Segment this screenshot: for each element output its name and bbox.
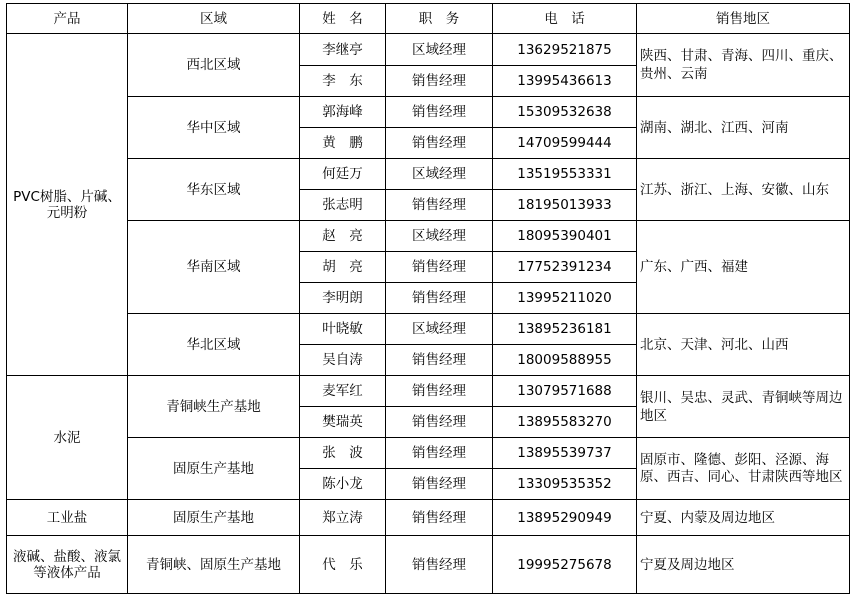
header-row	[7, 4, 850, 34]
person-name: 叶晓敏	[300, 314, 386, 345]
product-cell: 水泥	[7, 376, 128, 500]
header-name: 姓 名	[300, 4, 386, 34]
sales-area-cell: 宁夏、内蒙及周边地区	[637, 500, 850, 536]
person-phone: 18095390401	[493, 221, 637, 252]
header-product: 产品	[7, 4, 128, 34]
person-title: 销售经理	[386, 283, 493, 314]
person-phone: 13895236181	[493, 314, 637, 345]
sales-area-cell: 湖南、湖北、江西、河南	[637, 97, 850, 159]
person-title: 销售经理	[386, 500, 493, 536]
sales-area-cell: 固原市、隆德、彭阳、泾源、海原、西吉、同心、甘肃陕西等地区	[637, 438, 850, 500]
person-phone: 13895583270	[493, 407, 637, 438]
table-row	[7, 97, 850, 128]
table-row	[7, 500, 850, 536]
region-cell: 华北区域	[128, 314, 300, 376]
person-title: 区域经理	[386, 34, 493, 66]
person-phone: 14709599444	[493, 128, 637, 159]
person-name: 张 波	[300, 438, 386, 469]
person-phone: 13895539737	[493, 438, 637, 469]
sales-area-cell: 北京、天津、河北、山西	[637, 314, 850, 376]
person-phone: 13895290949	[493, 500, 637, 536]
header-sales-area: 销售地区	[637, 4, 850, 34]
region-cell: 青铜峡、固原生产基地	[128, 536, 300, 594]
person-phone: 13519553331	[493, 159, 637, 190]
table-row	[7, 536, 850, 594]
region-cell: 华南区域	[128, 221, 300, 314]
person-name: 麦军红	[300, 376, 386, 407]
person-phone: 18195013933	[493, 190, 637, 221]
person-title: 销售经理	[386, 407, 493, 438]
person-name: 李明朗	[300, 283, 386, 314]
person-title: 区域经理	[386, 314, 493, 345]
table-row	[7, 34, 850, 66]
person-phone: 13079571688	[493, 376, 637, 407]
person-title: 销售经理	[386, 376, 493, 407]
person-name: 黄 鹏	[300, 128, 386, 159]
person-phone: 13629521875	[493, 34, 637, 66]
sales-area-cell: 陕西、甘肃、青海、四川、重庆、贵州、云南	[637, 34, 850, 97]
person-title: 销售经理	[386, 190, 493, 221]
person-title: 销售经理	[386, 66, 493, 97]
person-title: 销售经理	[386, 469, 493, 500]
table-row	[7, 438, 850, 469]
person-phone: 19995275678	[493, 536, 637, 594]
product-cell: 液碱、盐酸、液氯等液体产品	[7, 536, 128, 594]
person-phone: 13995211020	[493, 283, 637, 314]
person-title: 销售经理	[386, 345, 493, 376]
sales-area-cell: 宁夏及周边地区	[637, 536, 850, 594]
person-title: 销售经理	[386, 128, 493, 159]
sales-area-cell: 银川、吴忠、灵武、青铜峡等周边地区	[637, 376, 850, 438]
person-name: 何廷万	[300, 159, 386, 190]
product-cell: 工业盐	[7, 500, 128, 536]
person-phone: 13309535352	[493, 469, 637, 500]
sales-area-cell: 广东、广西、福建	[637, 221, 850, 314]
person-phone: 18009588955	[493, 345, 637, 376]
region-cell: 华东区域	[128, 159, 300, 221]
region-cell: 华中区域	[128, 97, 300, 159]
person-title: 销售经理	[386, 536, 493, 594]
person-name: 胡 亮	[300, 252, 386, 283]
person-name: 郑立涛	[300, 500, 386, 536]
region-cell: 固原生产基地	[128, 438, 300, 500]
table-row	[7, 314, 850, 345]
person-name: 陈小龙	[300, 469, 386, 500]
person-title: 销售经理	[386, 252, 493, 283]
person-title: 销售经理	[386, 438, 493, 469]
region-cell: 西北区域	[128, 34, 300, 97]
table-row	[7, 221, 850, 252]
person-phone: 17752391234	[493, 252, 637, 283]
header-title: 职 务	[386, 4, 493, 34]
header-phone: 电 话	[493, 4, 637, 34]
person-title: 区域经理	[386, 159, 493, 190]
person-phone: 15309532638	[493, 97, 637, 128]
person-name: 李继亭	[300, 34, 386, 66]
table-row	[7, 159, 850, 190]
header-region: 区域	[128, 4, 300, 34]
person-name: 张志明	[300, 190, 386, 221]
person-name: 郭海峰	[300, 97, 386, 128]
sales-contact-table	[6, 3, 850, 594]
person-name: 李 东	[300, 66, 386, 97]
region-cell: 青铜峡生产基地	[128, 376, 300, 438]
person-name: 樊瑞英	[300, 407, 386, 438]
person-name: 代 乐	[300, 536, 386, 594]
person-title: 区域经理	[386, 221, 493, 252]
person-phone: 13995436613	[493, 66, 637, 97]
person-name: 吴自涛	[300, 345, 386, 376]
sales-area-cell: 江苏、浙江、上海、安徽、山东	[637, 159, 850, 221]
person-title: 销售经理	[386, 97, 493, 128]
table-row	[7, 376, 850, 407]
product-cell: PVC树脂、片碱、元明粉	[7, 34, 128, 376]
person-name: 赵 亮	[300, 221, 386, 252]
region-cell: 固原生产基地	[128, 500, 300, 536]
